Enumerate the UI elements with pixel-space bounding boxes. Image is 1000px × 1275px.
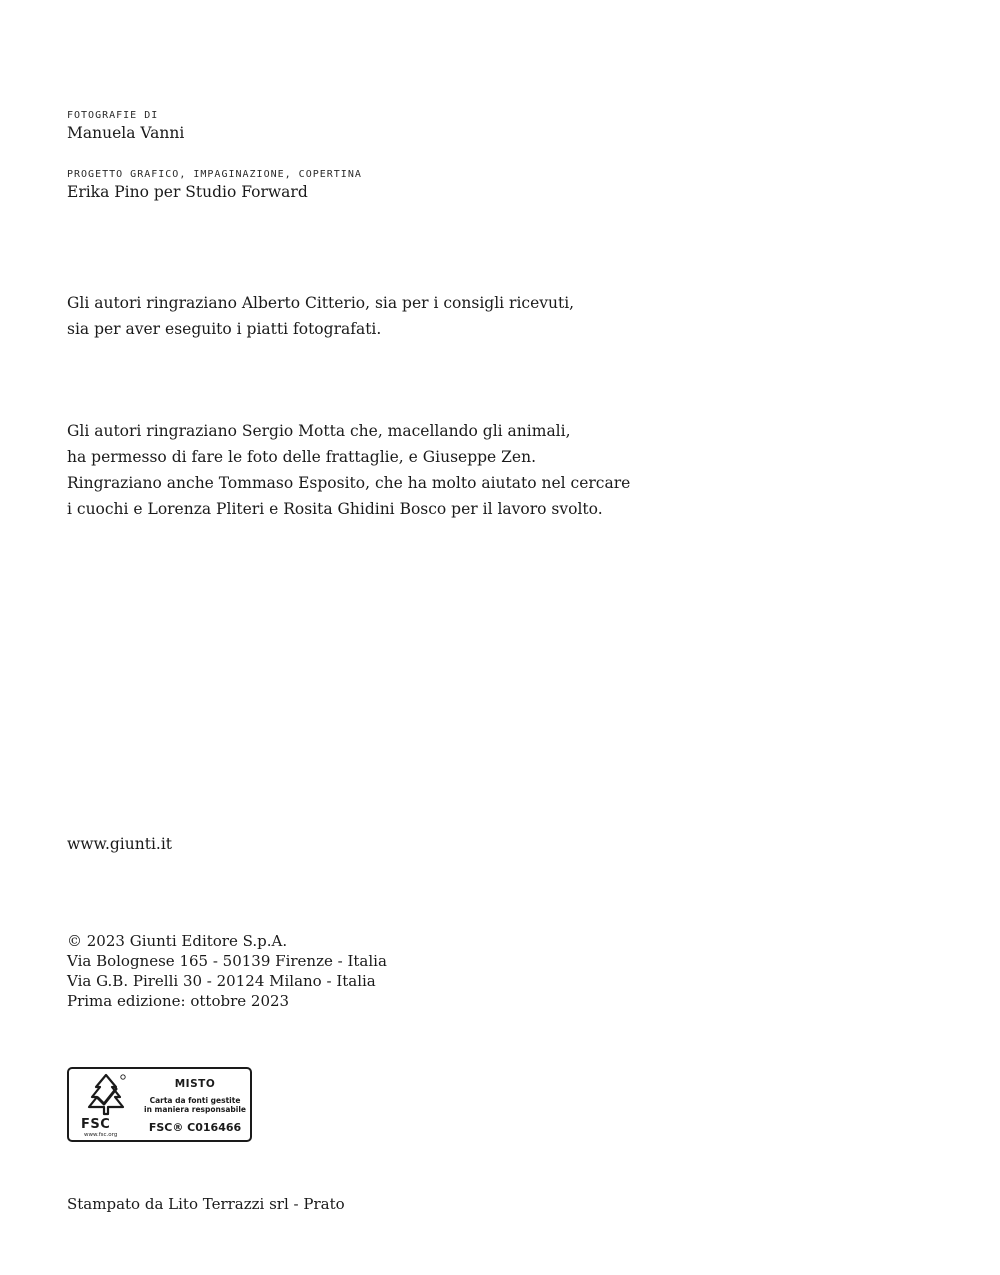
fsc-info [141, 1078, 249, 1134]
address-line-firenze: Via Bolognese 165 - 50139 Firenze - Italia [67, 952, 387, 970]
publisher-website: www.giunti.it [67, 835, 173, 853]
paragraph-line: ha permesso di fare le foto delle frattaglie, e Giuseppe Zen. [67, 448, 537, 466]
fsc-license-code: FSC® C016466 [148, 1121, 242, 1134]
photo-credit-name: Manuela Vanni [67, 124, 185, 142]
printer-credit: Stampato da Lito Terrazzi srl - Prato [67, 1195, 345, 1213]
fsc-logo-text: FSC [81, 1117, 111, 1132]
paragraph-line: i cuochi e Lorenza Pliteri e Rosita Ghidini Bosco per il lavoro svolto. [67, 500, 603, 518]
photo-credit-label: FOTOGRAFIE DI [67, 110, 159, 121]
fsc-tree-check-icon [85, 1073, 127, 1117]
fsc-description-line: Carta da fonti gestite [149, 1096, 241, 1105]
acknowledgement-paragraph-1 [67, 290, 574, 342]
address-line-milano: Via G.B. Pirelli 30 - 20124 Milano - Italia [67, 972, 376, 990]
paragraph-line: Gli autori ringraziano Alberto Citterio, sia per i consigli ricevuti, [67, 294, 575, 312]
edition-line: Prima edizione: ottobre 2023 [67, 992, 290, 1010]
acknowledgement-paragraph-2 [67, 418, 630, 522]
design-credit-label: PROGETTO GRAFICO, IMPAGINAZIONE, COPERTINA [67, 169, 362, 180]
fsc-certification-badge [67, 1067, 252, 1142]
fsc-description [141, 1096, 249, 1114]
fsc-website: www.fsc.org [84, 1132, 118, 1138]
paragraph-line: sia per aver eseguito i piatti fotografati. [67, 320, 382, 338]
fsc-category: MISTO [174, 1078, 216, 1090]
paragraph-line: Ringraziano anche Tommaso Esposito, che ha molto aiutato nel cercare [67, 474, 631, 492]
copyright-block [67, 931, 387, 1011]
design-credit-name: Erika Pino per Studio Forward [67, 183, 308, 201]
copyright-line: © 2023 Giunti Editore S.p.A. [67, 932, 288, 950]
fsc-description-line: in maniera responsabile [144, 1105, 246, 1114]
paragraph-line: Gli autori ringraziano Sergio Motta che, macellando gli animali, [67, 422, 571, 440]
fsc-logo [75, 1073, 133, 1138]
